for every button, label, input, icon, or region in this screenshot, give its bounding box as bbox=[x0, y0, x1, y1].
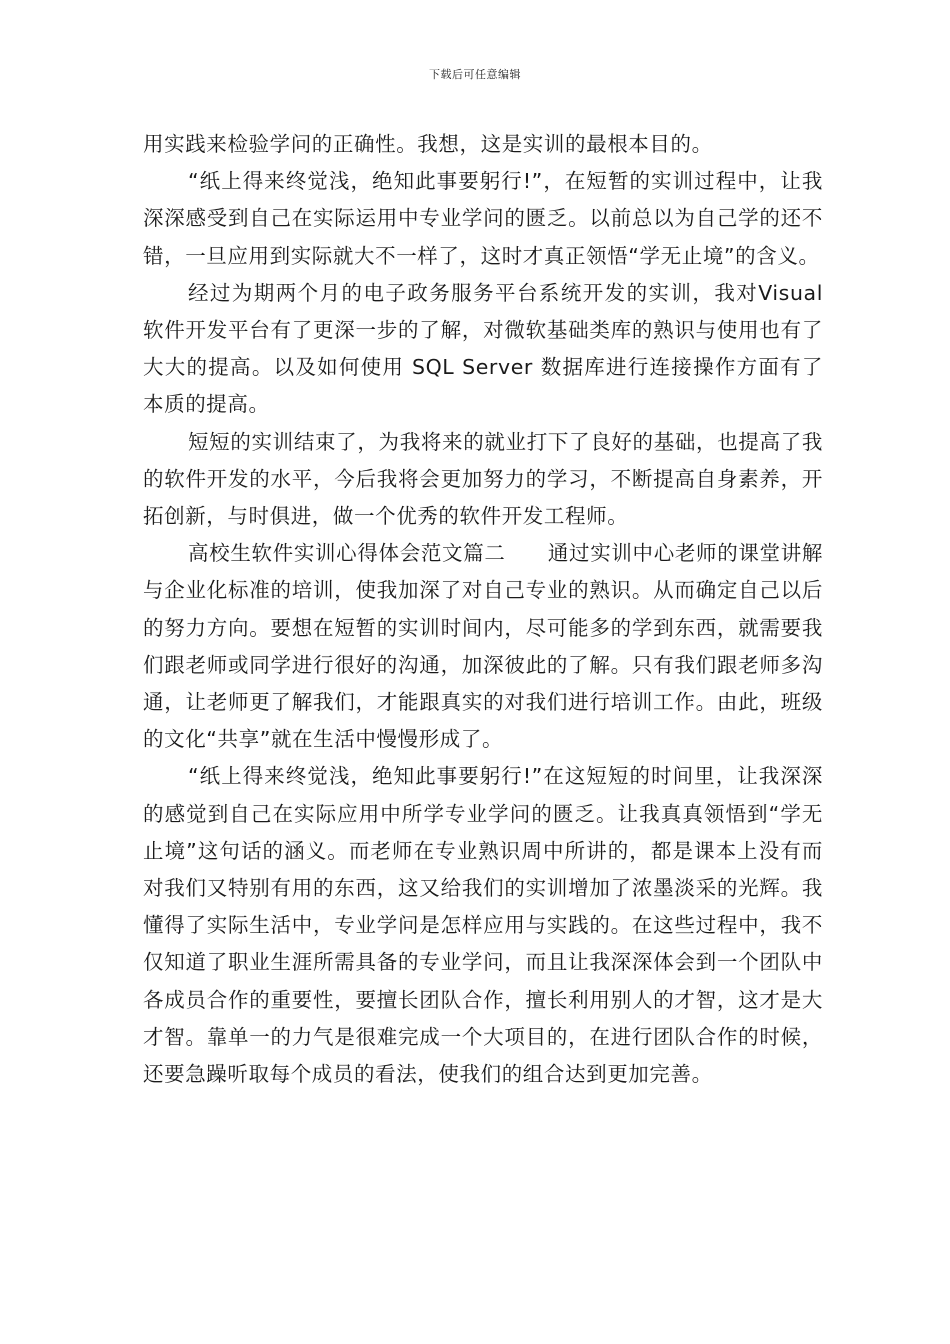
paragraph: 高校生软件实训心得体会范文篇二 通过实训中心老师的课堂讲解与企业化标准的培训，使我加深了对自己专业的熟识。从而确定自己以后的努力方向。要想在短暂的实训时间内，尽可能多的学到东西，就需要我们跟老师或同学进行很好的沟通，加深彼此的了解。只有我们跟老师多沟通，让老师更了解我们，才能跟真实的对我们进行培训工作。由此，班级的文化“共享”就在生活中慢慢形成了。 bbox=[143, 541, 823, 752]
page-header: 下载后可任意编辑 bbox=[429, 68, 521, 81]
paragraph-continuation: 用实践来检验学问的正确性。我想，这是实训的最根本目的。 bbox=[143, 132, 713, 156]
document-body bbox=[143, 126, 823, 1093]
paragraph: “纸上得来终觉浅，绝知此事要躬行!”，在短暂的实训过程中，让我深深感受到自己在实际运用中专业学问的匮乏。以前总以为自己学的还不错，一旦应用到实际就大不一样了，这时才真正领悟“学无止境”的含义。 bbox=[143, 169, 823, 268]
paragraph: 短短的实训结束了，为我将来的就业打下了良好的基础，也提高了我的软件开发的水平，今后我将会更加努力的学习，不断提高自身素养，开拓创新，与时俱进，做一个优秀的软件开发工程师。 bbox=[143, 429, 823, 529]
paragraph: “纸上得来终觉浅，绝知此事要躬行!”在这短短的时间里，让我深深的感觉到自己在实际应用中所学专业学问的匮乏。让我真真领悟到“学无止境”这句话的涵义。而老师在专业熟识周中所讲的，都是课本上没有而对我们又特别有用的东西，这又给我们的实训增加了浓墨淡采的光辉。我懂得了实际生活中，专业学问是怎样应用与实践的。在这些过程中，我不仅知道了职业生涯所需具备的专业学问，而且让我深深体会到一个团队中各成员合作的重要性，要擅长团队合作，擅长利用别人的才智，这才是大才智。靠单一的力气是很难完成一个大项目的，在进行团队合作的时候，还要急躁听取每个成员的看法，使我们的组合达到更加完善。 bbox=[143, 764, 823, 1087]
paragraph: 经过为期两个月的电子政务服务平台系统开发的实训，我对Visual 软件开发平台有了更深一步的了解，对微软基础类库的熟识与使用也有了大大的提高。以及如何使用 SQL Server 数据库进行连接操作方面有了本质的提高。 bbox=[143, 280, 823, 417]
